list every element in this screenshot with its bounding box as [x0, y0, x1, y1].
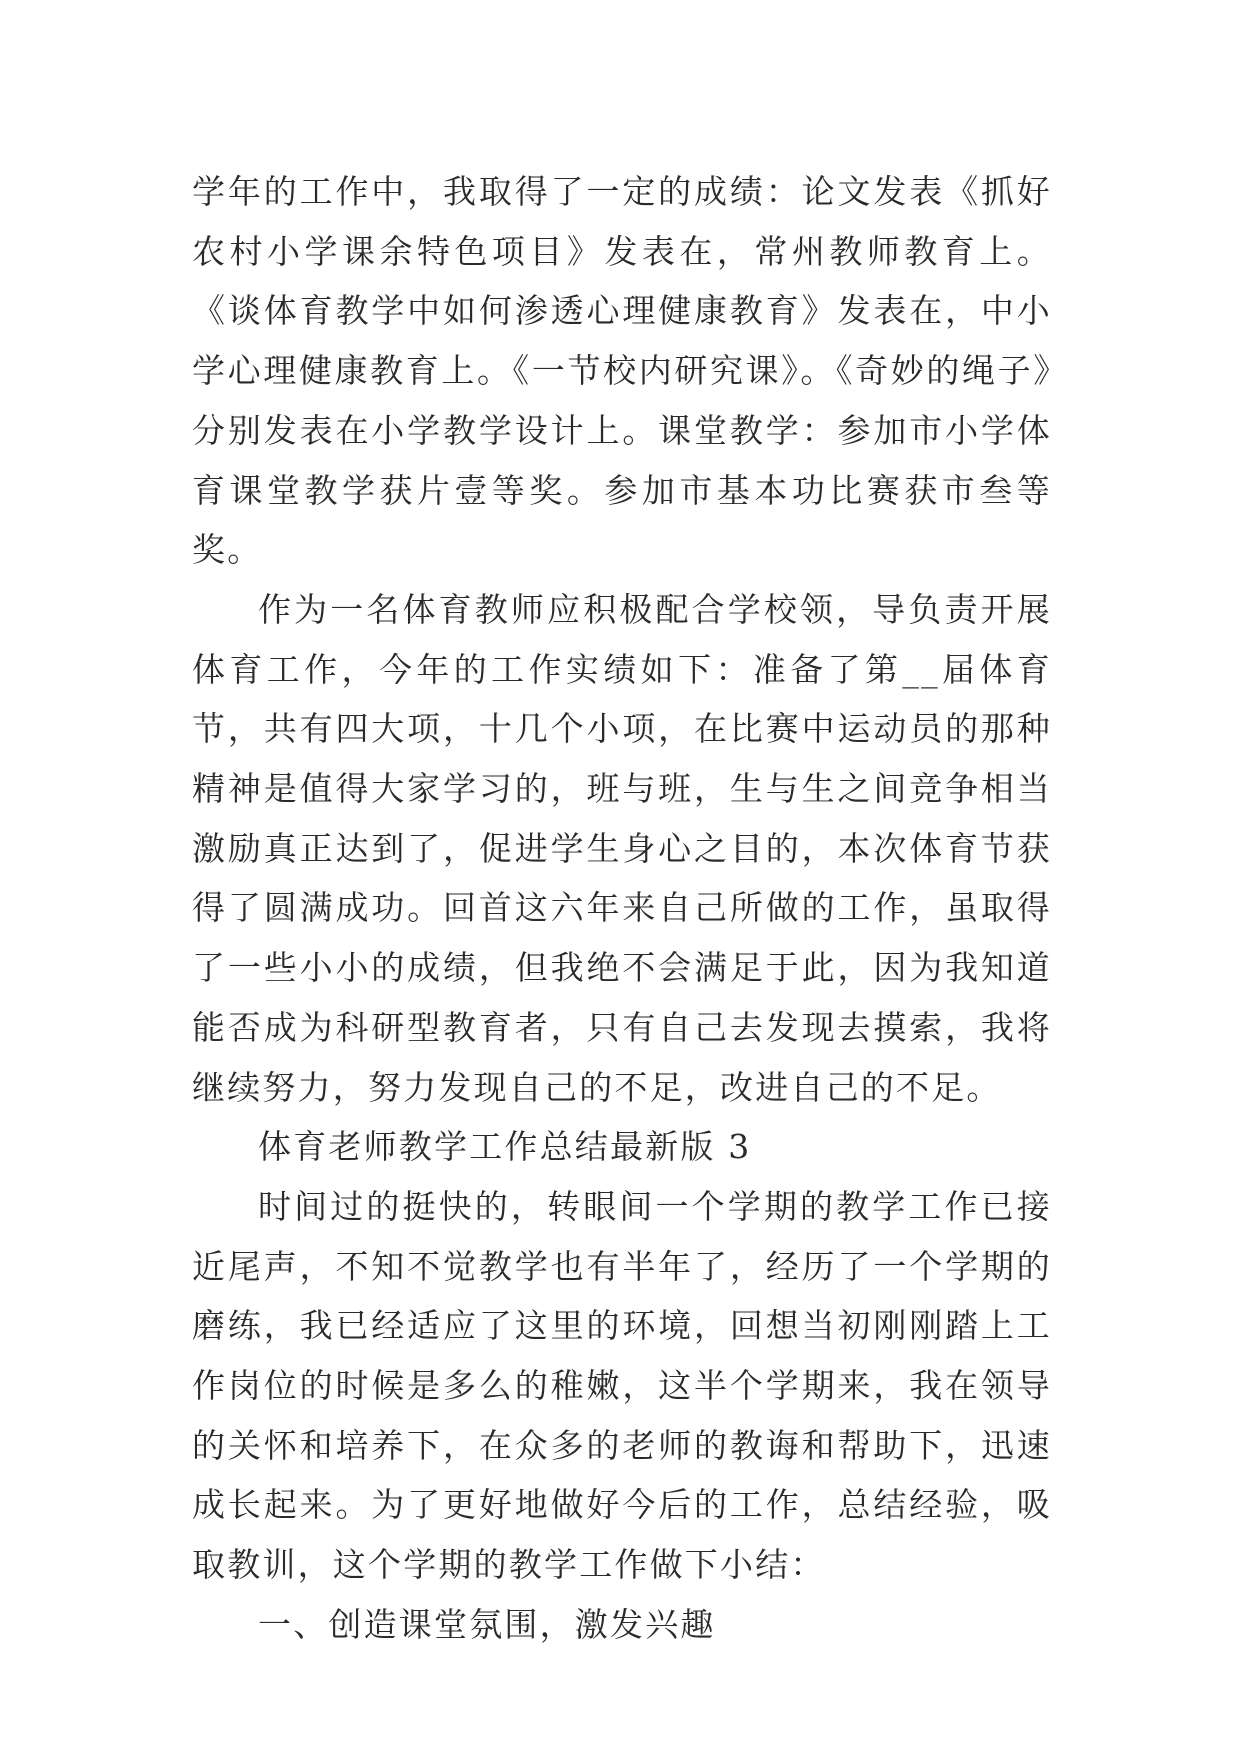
section-heading: 体育老师教学工作总结最新版 3: [258, 1127, 752, 1167]
document-body: [192, 162, 1052, 1655]
paragraph-achievements: 学年的工作中，我取得了一定的成绩：论文发表《抓好农村小学课余特色项目》发表在，常州教师教育上。《谈体育教学中如何渗透心理健康教育》发表在，中小学心理健康教育上。《一节校内研究课》。《奇妙的绳子》分别发表在小学教学设计上。课堂教学：参加市小学体育课堂教学获片壹等奖。参加市基本功比赛获市叁等奖。: [192, 172, 1052, 570]
paragraph-work-results: 作为一名体育教师应积极配合学校领，导负责开展体育工作，今年的工作实绩如下：准备了第__届体育节，共有四大项，十几个小项，在比赛中运动员的那种精神是值得大家学习的，班与班，生与生之间竞争相当激励真正达到了，促进学生身心之目的，本次体育节获得了圆满成功。回首这六年来自己所做的工作，虽取得了一些小小的成绩，但我绝不会满足于此，因为我知道能否成为科研型教育者，只有自己去发现去摸索，我将继续努力，努力发现自己的不足，改进自己的不足。: [192, 589, 1052, 1107]
subheading-classroom-atmosphere: 一、创造课堂氛围，激发兴趣: [258, 1604, 716, 1644]
paragraph-semester-intro: 时间过的挺快的，转眼间一个学期的教学工作已接近尾声，不知不觉教学也有半年了，经历了一个学期的磨练，我已经适应了这里的环境，回想当初刚刚踏上工作岗位的时候是多么的稚嫩，这半个学期来，我在领导的关怀和培养下，在众多的老师的教诲和帮助下，迅速成长起来。为了更好地做好今后的工作，总结经验，吸取教训，这个学期的教学工作做下小结：: [192, 1186, 1052, 1585]
